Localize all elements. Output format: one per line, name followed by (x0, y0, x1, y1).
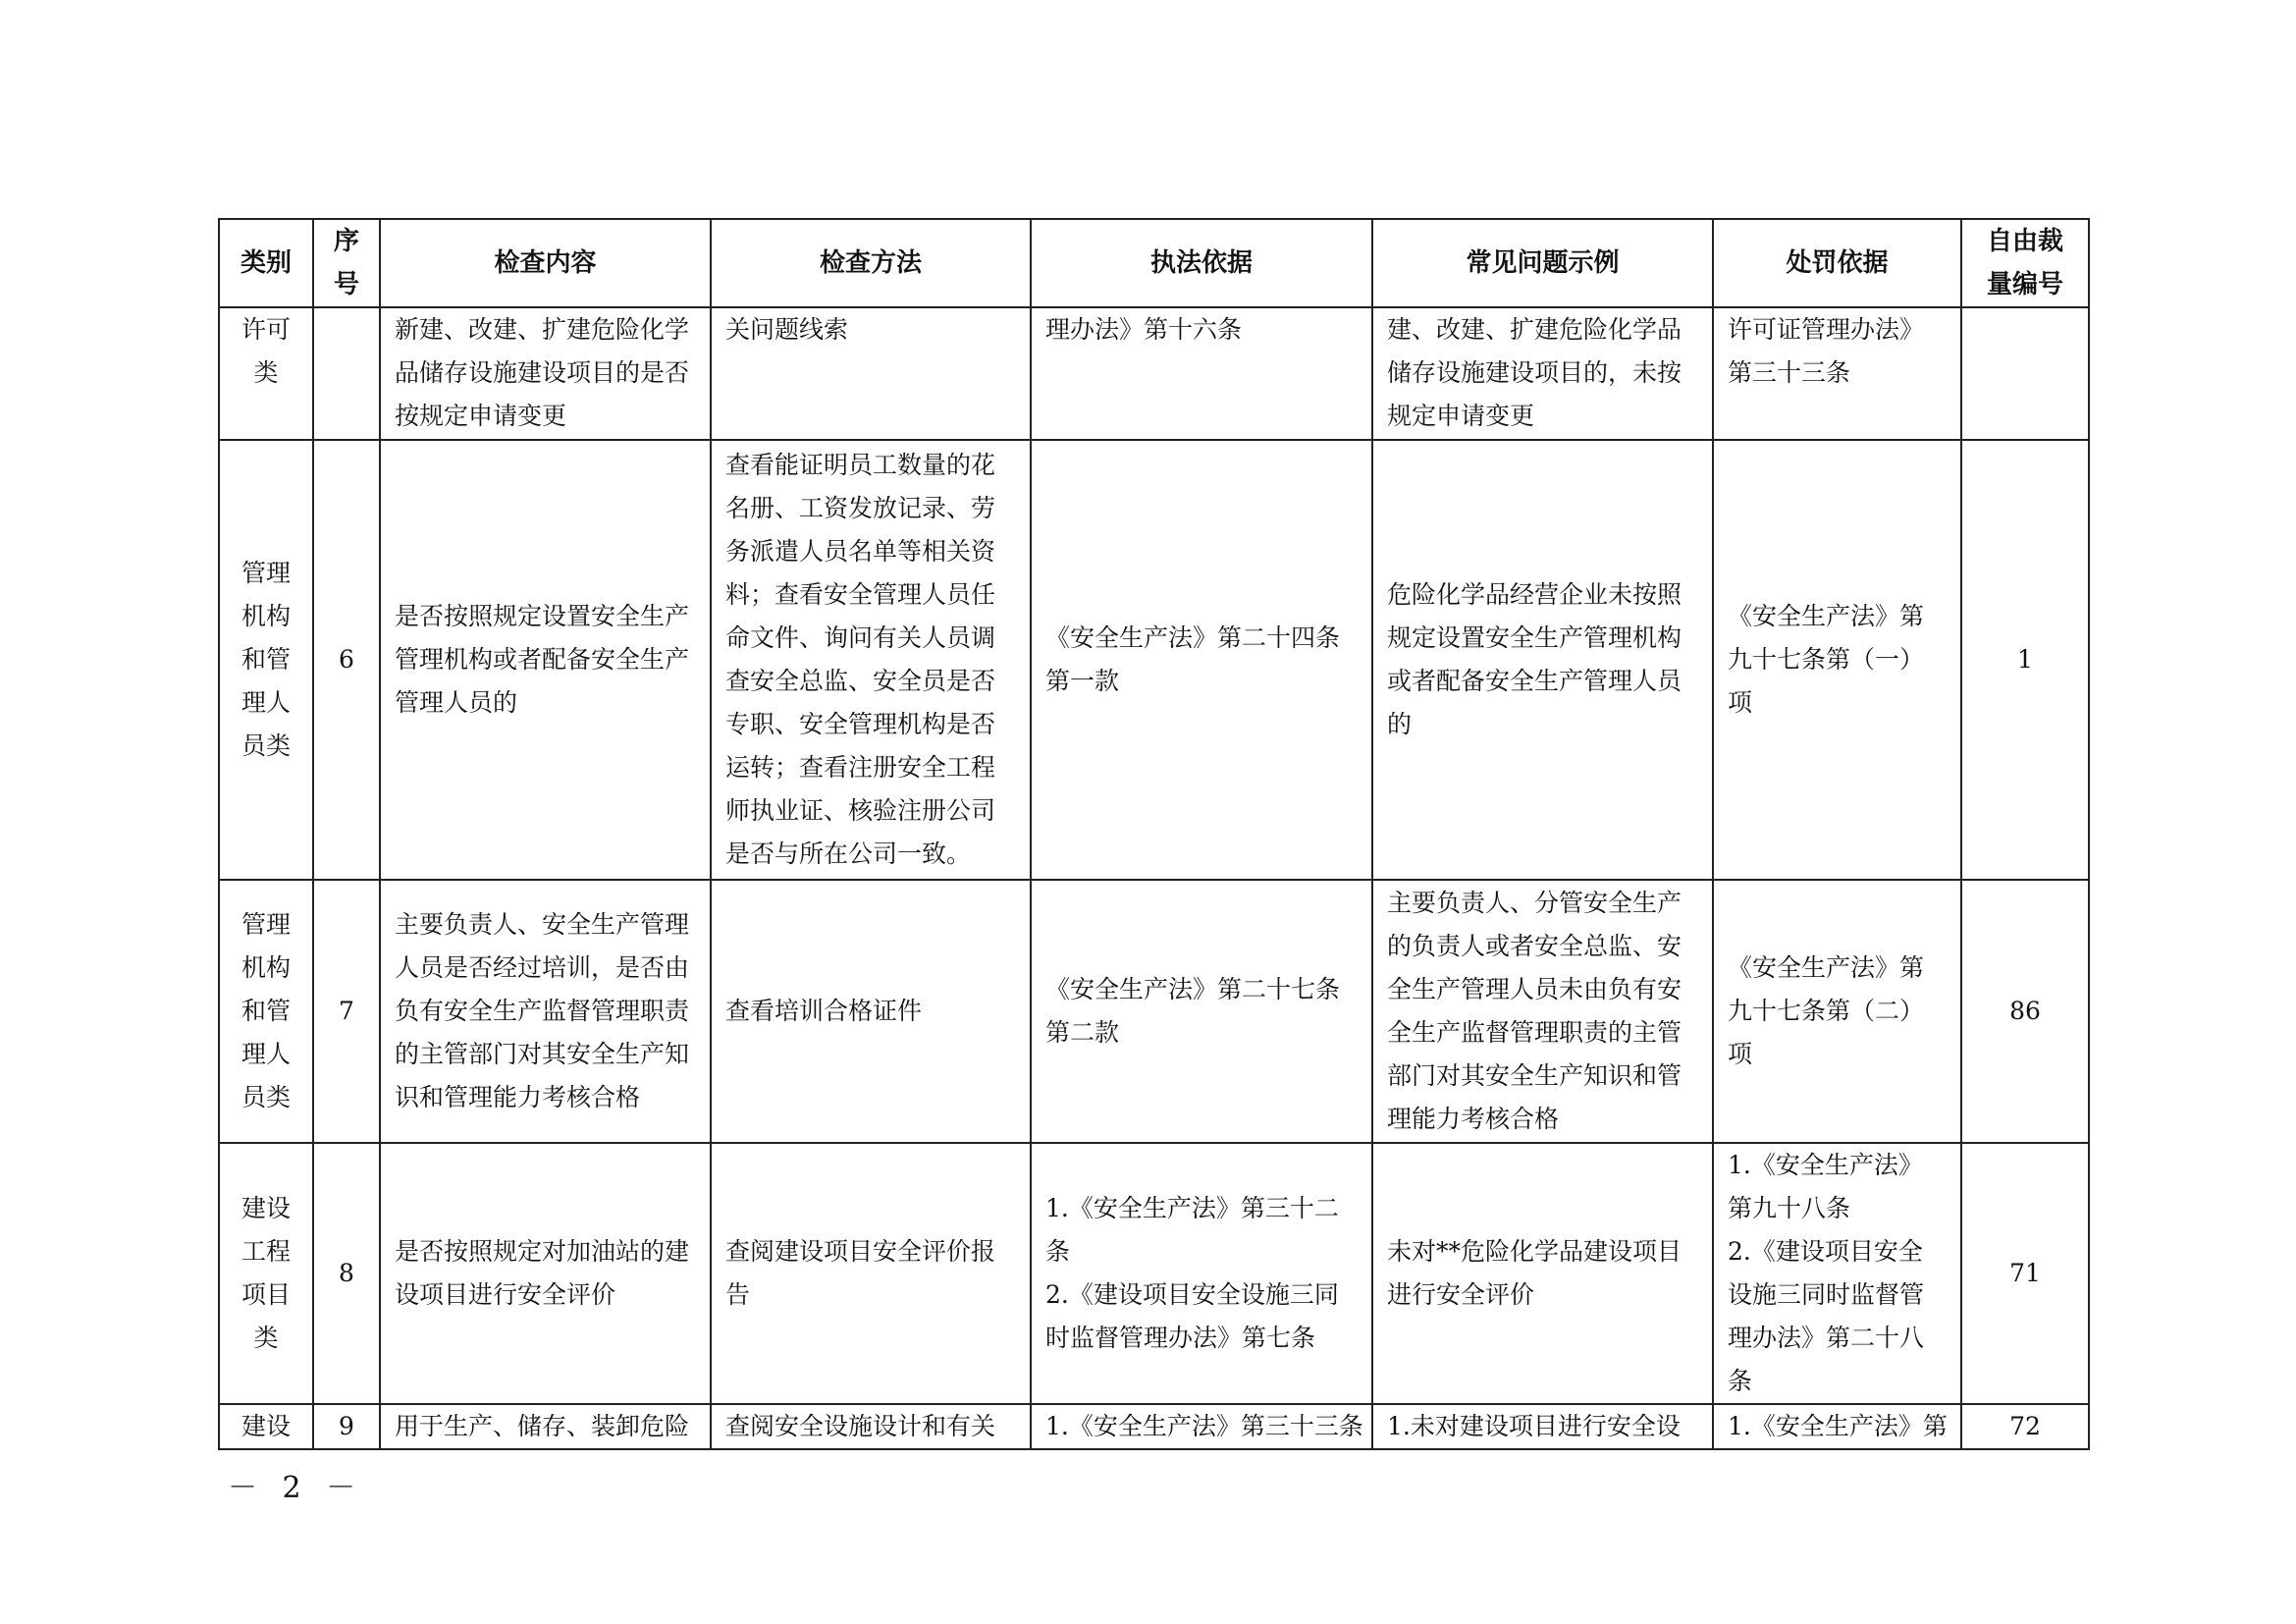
cell-content: 是否按照规定设置安全生产管理机构或者配备安全生产管理人员的 (380, 440, 711, 880)
cell-example: 未对**危险化学品建设项目进行安全评价 (1372, 1143, 1713, 1404)
cell-seq: 8 (313, 1143, 380, 1404)
cell-category: 管理机构和管理人员类 (219, 440, 313, 880)
cell-example: 主要负责人、分管安全生产的负责人或者安全总监、安全生产管理人员未由负有安全生产监督管理职责的主管部门对其安全生产知识和管理能力考核合格 (1372, 880, 1713, 1143)
table-row (219, 1404, 2089, 1449)
cell-penalty: 1.《安全生产法》第 (1713, 1404, 1961, 1449)
header-basis: 执法依据 (1031, 219, 1372, 307)
cell-method: 查看培训合格证件 (711, 880, 1031, 1143)
cell-method: 查看能证明员工数量的花名册、工资发放记录、劳务派遣人员名单等相关资料；查看安全管理人员任命文件、询问有关人员调查安全总监、安全员是否专职、安全管理机构是否运转；查看注册安全工程师执业证、核验注册公司是否与所在公司一致。 (711, 440, 1031, 880)
basis-line: 1.《安全生产法》第三十二条 (1045, 1194, 1339, 1266)
cell-basis (1031, 1143, 1372, 1404)
cell-method: 查阅建设项目安全评价报告 (711, 1143, 1031, 1404)
cell-category: 建设工程项目类 (219, 1143, 313, 1404)
cell-code: 72 (1961, 1404, 2089, 1449)
cell-code (1961, 307, 2089, 440)
table-header-row (219, 219, 2089, 307)
cell-content: 是否按照规定对加油站的建设项目进行安全评价 (380, 1143, 711, 1404)
header-code: 自由裁量编号 (1961, 219, 2089, 307)
header-example: 常见问题示例 (1372, 219, 1713, 307)
cell-example: 危险化学品经营企业未按照规定设置安全生产管理机构或者配备安全生产管理人员的 (1372, 440, 1713, 880)
cell-content: 主要负责人、安全生产管理人员是否经过培训，是否由负有安全生产监督管理职责的主管部门对其安全生产知识和管理能力考核合格 (380, 880, 711, 1143)
penalty-line: 1.《安全生产法》第九十八条 (1728, 1151, 1923, 1222)
cell-penalty (1713, 1143, 1961, 1404)
cell-basis: 1.《安全生产法》第三十三条 (1031, 1404, 1372, 1449)
table-row (219, 1143, 2089, 1404)
cell-penalty: 《安全生产法》第九十七条第（一）项 (1713, 440, 1961, 880)
cell-category: 管理机构和管理人员类 (219, 880, 313, 1143)
cell-content: 用于生产、储存、装卸危险 (380, 1404, 711, 1449)
table-row (219, 307, 2089, 440)
cell-basis: 《安全生产法》第二十四条第一款 (1031, 440, 1372, 880)
header-content: 检查内容 (380, 219, 711, 307)
cell-method: 查阅安全设施设计和有关 (711, 1404, 1031, 1449)
table-row (219, 880, 2089, 1143)
cell-seq: 6 (313, 440, 380, 880)
cell-category: 许可类 (219, 307, 313, 440)
header-category: 类别 (219, 219, 313, 307)
cell-code: 1 (1961, 440, 2089, 880)
cell-content: 新建、改建、扩建危险化学品储存设施建设项目的是否按规定申请变更 (380, 307, 711, 440)
header-seq: 序号 (313, 219, 380, 307)
cell-seq: 7 (313, 880, 380, 1143)
penalty-line: 2.《建设项目安全设施三同时监督管理办法》第二十八条 (1728, 1237, 1925, 1395)
header-method: 检查方法 (711, 219, 1031, 307)
cell-example: 1.未对建设项目进行安全设 (1372, 1404, 1713, 1449)
table-row (219, 440, 2089, 880)
cell-category: 建设 (219, 1404, 313, 1449)
cell-penalty: 许可证管理办法》第三十三条 (1713, 307, 1961, 440)
header-penalty: 处罚依据 (1713, 219, 1961, 307)
cell-code: 71 (1961, 1143, 2089, 1404)
cell-basis: 理办法》第十六条 (1031, 307, 1372, 440)
cell-seq (313, 307, 380, 440)
cell-penalty: 《安全生产法》第九十七条第（二）项 (1713, 880, 1961, 1143)
cell-method: 关问题线索 (711, 307, 1031, 440)
basis-line: 2.《建设项目安全设施三同时监督管理办法》第七条 (1045, 1280, 1339, 1352)
inspection-table (218, 218, 2090, 1450)
cell-basis: 《安全生产法》第二十七条第二款 (1031, 880, 1372, 1143)
cell-seq: 9 (313, 1404, 380, 1449)
page-number: － 2 － (228, 1471, 364, 1505)
cell-example: 建、改建、扩建危险化学品储存设施建设项目的，未按规定申请变更 (1372, 307, 1713, 440)
cell-code: 86 (1961, 880, 2089, 1143)
